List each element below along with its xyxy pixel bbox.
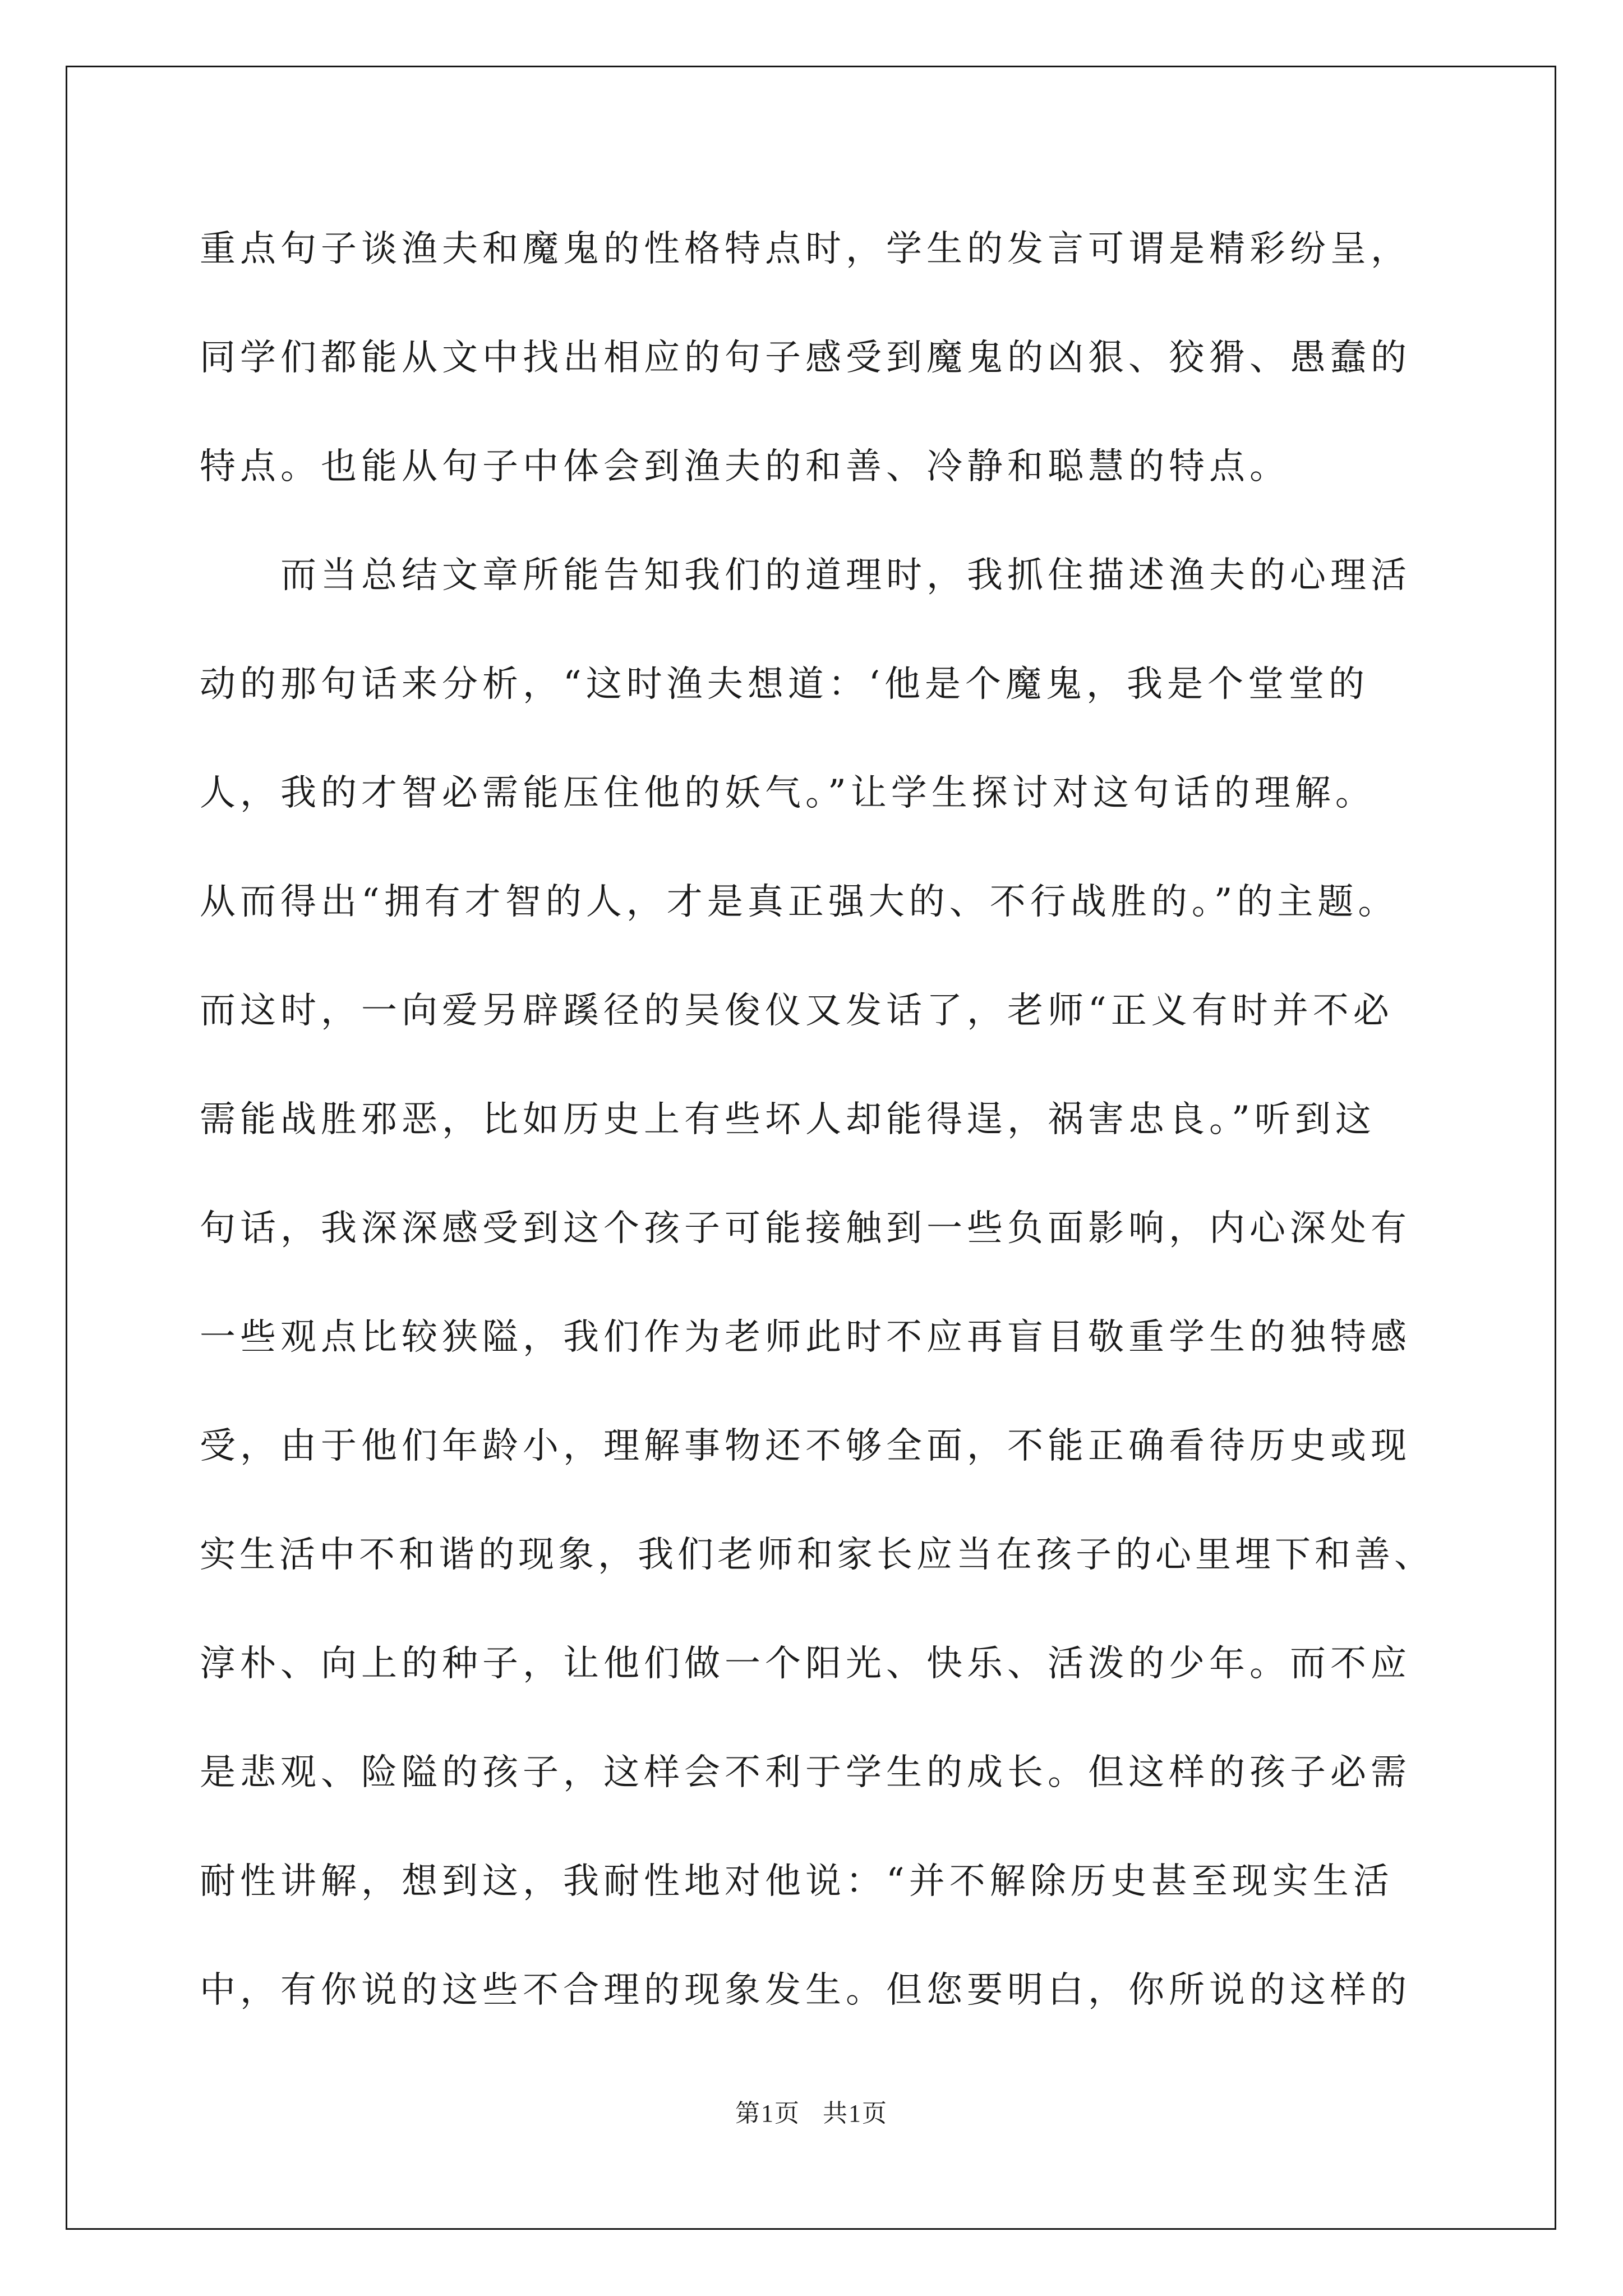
text-line: 受，由于他们年龄小，理解事物还不够全面，不能正确看待历史或现	[200, 1425, 1411, 1467]
text-line: 中，有你说的这些不合理的现象发生。但您要明白，你所说的这样的	[200, 1970, 1411, 2011]
text-line: 重点句子谈渔夫和魔鬼的性格特点时，学生的发言可谓是精彩纷呈，	[200, 228, 1411, 270]
page-border	[66, 66, 1556, 2230]
text-line: 而当总结文章所能告知我们的道理时，我抓住描述渔夫的心理活	[280, 555, 1411, 596]
text-line: 淳朴、向上的种子，让他们做一个阳光、快乐、活泼的少年。而不应	[200, 1643, 1411, 1685]
text-line: 从而得出“拥有才智的人，才是真正强大的、不行战胜的。”的主题。	[200, 881, 1399, 923]
text-line: 一些观点比较狭隘，我们作为老师此时不应再盲目敬重学生的独特感	[200, 1317, 1411, 1358]
text-line: 动的那句话来分析，“这时渔夫想道：‘他是个魔鬼，我是个堂堂的	[200, 664, 1370, 705]
text-line: 句话，我深深感受到这个孩子可能接触到一些负面影响，内心深处有	[200, 1208, 1411, 1249]
page-total: 共1页	[823, 2100, 888, 2127]
page-number: 第1页	[735, 2100, 800, 2127]
text-line: 同学们都能从文中找出相应的句子感受到魔鬼的凶狠、狡猾、愚蠢的	[200, 337, 1411, 379]
text-line: 耐性讲解，想到这，我耐性地对他说：“并不解除历史甚至现实生活	[200, 1861, 1394, 1902]
text-line: 需能战胜邪恶，比如历史上有些坏人却能得逞，祸害忠良。”听到这	[200, 1099, 1376, 1140]
text-line: 人，我的才智必需能压住他的妖气。”让学生探讨对这句话的理解。	[200, 772, 1376, 814]
page-footer	[0, 2098, 1623, 2129]
text-line: 是悲观、险隘的孩子，这样会不利于学生的成长。但这样的孩子必需	[200, 1752, 1411, 1793]
text-line: 特点。也能从句子中体会到渔夫的和善、冷静和聪慧的特点。	[200, 446, 1290, 487]
text-line: 而这时，一向爱另辟蹊径的吴俊仪又发话了，老师“正义有时并不必	[200, 990, 1394, 1032]
text-line: 实生活中不和谐的现象，我们老师和家长应当在孩子的心里埋下和善、	[200, 1534, 1434, 1576]
